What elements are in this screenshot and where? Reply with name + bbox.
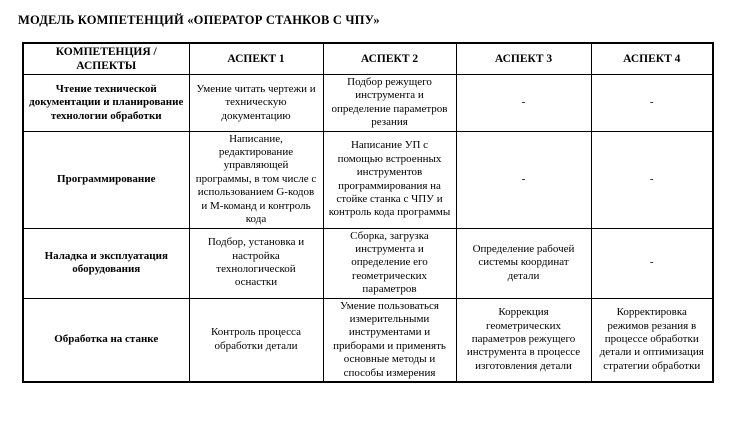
table-row-programming: [23, 131, 713, 228]
aspect-cell: Написание, редактирование управляющей программы, в том числе с использованием G-кодов и M-команд и контроль кода: [189, 131, 323, 228]
aspect-cell: -: [591, 75, 713, 132]
competency-cell: Наладка и эксплуатация оборудования: [23, 228, 189, 298]
competency-cell: Чтение технической документации и планирование технологии обработки: [23, 75, 189, 132]
aspect-cell: -: [591, 228, 713, 298]
competency-cell: Программирование: [23, 131, 189, 228]
aspect-cell: Сборка, загрузка инструмента и определение его геометрических параметров: [323, 228, 456, 298]
table-row-machining: [23, 298, 713, 382]
competency-table: [22, 42, 714, 383]
aspect-cell: Контроль процесса обработки детали: [189, 298, 323, 382]
aspect-cell: Подбор режущего инструмента и определение параметров резания: [323, 75, 456, 132]
header-aspect-2: АСПЕКТ 2: [323, 43, 456, 75]
competency-cell: Обработка на станке: [23, 298, 189, 382]
aspect-cell: Умение пользоваться измерительными инструментами и приборами и применять основные методы и способы измерения: [323, 298, 456, 382]
table-row-reading-documentation: [23, 75, 713, 132]
header-competency-aspects: КОМПЕТЕНЦИЯ / АСПЕКТЫ: [23, 43, 189, 75]
aspect-cell: Умение читать чертежи и техническую документацию: [189, 75, 323, 132]
header-aspect-3: АСПЕКТ 3: [456, 43, 591, 75]
table-header-row: [23, 43, 713, 75]
header-aspect-4: АСПЕКТ 4: [591, 43, 713, 75]
aspect-cell: Определение рабочей системы координат детали: [456, 228, 591, 298]
aspect-cell: -: [456, 75, 591, 132]
aspect-cell: Коррекция геометрических параметров режущего инструмента в процессе изготовления детали: [456, 298, 591, 382]
table-row-equipment-setup: [23, 228, 713, 298]
aspect-cell: -: [591, 131, 713, 228]
aspect-cell: Корректировка режимов резания в процессе обработки детали и оптимизация стратегии обработки: [591, 298, 713, 382]
document-title: МОДЕЛЬ КОМПЕТЕНЦИЙ «ОПЕРАТОР СТАНКОВ С ЧПУ»: [18, 13, 380, 27]
aspect-cell: Подбор, установка и настройка технологической оснастки: [189, 228, 323, 298]
header-aspect-1: АСПЕКТ 1: [189, 43, 323, 75]
aspect-cell: Написание УП с помощью встроенных инструментов программирования на стойке станка с ЧПУ и контроль кода программы: [323, 131, 456, 228]
aspect-cell: -: [456, 131, 591, 228]
